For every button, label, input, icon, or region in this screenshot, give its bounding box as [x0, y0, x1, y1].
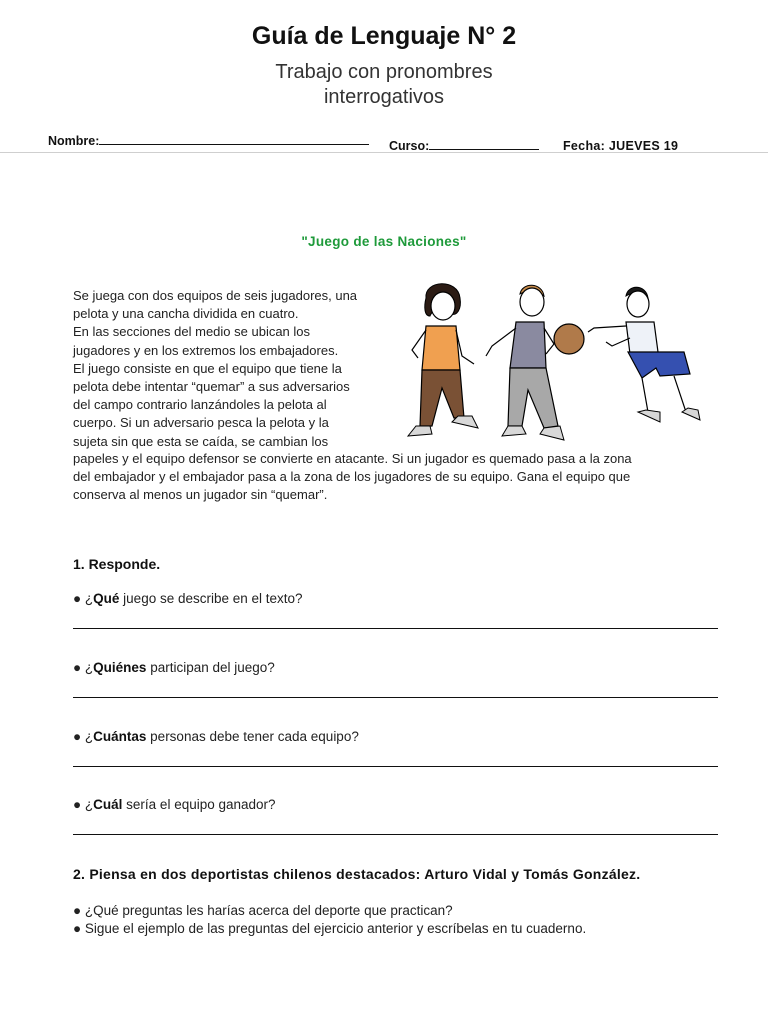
- story-line: El juego consiste en que el equipo que tiene la: [73, 360, 342, 376]
- answer-line-2[interactable]: [73, 697, 718, 698]
- story-line: sujeta sin que esta se caída, se cambian los: [73, 433, 329, 449]
- question-bullet: ● ¿: [73, 729, 94, 744]
- answer-line-4[interactable]: [73, 834, 718, 835]
- girl-figure: [408, 284, 478, 436]
- name-label: Nombre:: [48, 134, 100, 148]
- question-4: [73, 797, 276, 812]
- story-line: pelota debe intentar “quemar” a sus adversarios: [73, 379, 350, 395]
- course-label: Curso:: [389, 139, 430, 153]
- question-bullet: ● ¿: [73, 591, 94, 606]
- question-bullet: ● ¿: [73, 660, 94, 675]
- section-2-bullet: ● Sigue el ejemplo de las preguntas del ejercicio anterior y escríbelas en tu cuaderno.: [73, 921, 587, 936]
- question-text: sería el equipo ganador?: [122, 797, 276, 812]
- ball-figure: [554, 324, 584, 354]
- story-line: pelota y una cancha dividida en cuatro.: [73, 306, 299, 322]
- story-paragraph-top: [73, 287, 393, 451]
- subtitle-line-2: interrogativos: [323, 86, 445, 108]
- question-keyword: Cuántas: [93, 729, 147, 744]
- story-line: cuerpo. Si un adversario pesca la pelota y la: [73, 415, 329, 431]
- answer-line-3[interactable]: [73, 766, 718, 767]
- page-subtitle: [0, 60, 768, 110]
- question-keyword: Cuál: [93, 797, 123, 812]
- question-1: [73, 591, 303, 606]
- story-line: En las secciones del medio se ubican los: [73, 324, 311, 340]
- story-line: conserva al menos un jugador sin “quemar”.: [73, 487, 328, 503]
- question-text: participan del juego?: [146, 660, 275, 675]
- course-blank[interactable]: [429, 139, 539, 150]
- story-title: "Juego de las Naciones": [301, 234, 467, 249]
- section-2-heading: 2. Piensa en dos deportistas chilenos destacados: Arturo Vidal y Tomás González.: [73, 866, 641, 882]
- question-2: [73, 660, 275, 675]
- section-1-heading: 1. Responde.: [73, 556, 161, 572]
- subtitle-line-1: Trabajo con pronombres: [275, 61, 493, 83]
- boy-figure-middle: [486, 285, 564, 440]
- story-line: del embajador y el embajador pasa a la zona de los jugadores de su equipo. Gana el equipo que: [73, 469, 631, 485]
- story-line: papeles y el equipo defensor se convierte en atacante. Si un jugador es quemado pasa a la zona: [73, 451, 632, 466]
- page-title: Guía de Lenguaje N° 2: [251, 22, 517, 50]
- date-field: Fecha: JUEVES 19: [563, 139, 679, 153]
- course-field[interactable]: [389, 139, 539, 153]
- boy-figure-right: [588, 287, 700, 422]
- question-keyword: Quiénes: [93, 660, 147, 675]
- story-line: jugadores y en los extremos los embajadores.: [73, 342, 339, 358]
- story-line: del campo contrario lanzándoles la pelota al: [73, 397, 327, 413]
- question-keyword: Qué: [93, 591, 120, 606]
- answer-line-1[interactable]: [73, 628, 718, 629]
- question-3: [73, 729, 359, 744]
- header-divider: [0, 152, 768, 153]
- section-2-bullet: ● ¿Qué preguntas les harías acerca del deporte que practican?: [73, 903, 453, 918]
- question-text: juego se describe en el texto?: [119, 591, 303, 606]
- question-bullet: ● ¿: [73, 797, 94, 812]
- story-line: Se juega con dos equipos de seis jugadores, una: [73, 288, 358, 303]
- story-paragraph-bottom: [73, 450, 713, 505]
- name-blank[interactable]: [99, 134, 369, 145]
- question-text: personas debe tener cada equipo?: [146, 729, 359, 744]
- name-field[interactable]: [48, 134, 369, 148]
- children-playing-illustration: [398, 276, 702, 454]
